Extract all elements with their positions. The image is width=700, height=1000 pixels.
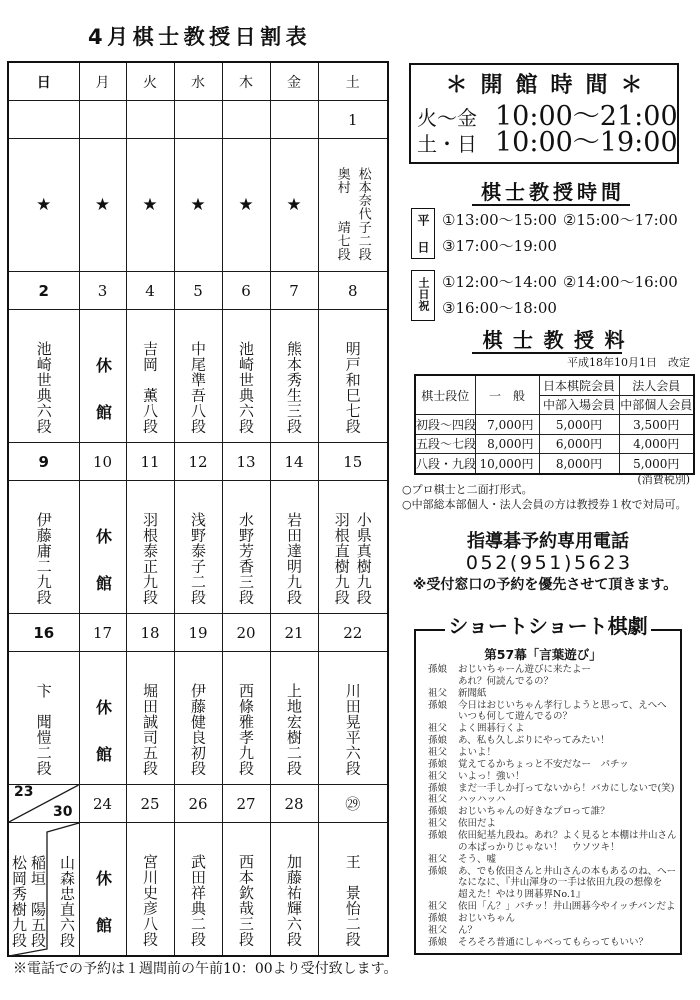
date-cell: 19 <box>174 614 222 652</box>
date-cell: 5 <box>174 272 222 310</box>
instructor-row <box>8 139 388 272</box>
opening-time: 10:00～19:00 <box>495 127 678 158</box>
fee-header-member-sub: 中部入場会員 <box>539 395 619 415</box>
closed-cell <box>79 823 126 964</box>
instructor-row <box>8 652 388 785</box>
instructor-row <box>8 823 388 957</box>
dialogue-line <box>428 877 677 889</box>
fee-corporate: 5,000円 <box>619 454 694 474</box>
dialogue-line <box>428 664 677 676</box>
instructor-cell <box>8 310 79 443</box>
fee-note: ○中部総本部個人・法人会員の方は教授券１枚で対局可。 <box>402 498 687 511</box>
date-cell: 13 <box>222 443 270 481</box>
split-date-cell <box>8 785 79 823</box>
speaker: 祖父 <box>428 687 448 699</box>
speaker: 祖父 <box>428 723 448 735</box>
closed-label: 休館 <box>93 528 113 622</box>
page-title: 4月棋士教授日割表 <box>88 25 312 49</box>
speaker: 祖父 <box>428 853 448 865</box>
instructor-name: 王 景怡二段 <box>343 854 362 947</box>
line-text: の本ばっかりじゃない！ ウソツキ！ <box>458 841 620 853</box>
instructor-cell <box>174 310 222 443</box>
instructor-names <box>9 855 47 948</box>
closed-label: 休館 <box>93 357 113 451</box>
dialogue-line <box>428 842 677 854</box>
instructor-cell <box>126 823 174 957</box>
dialogue-line <box>428 688 677 700</box>
instructor-name: 羽根泰正九段 <box>141 512 159 605</box>
date-cell: 2 <box>8 272 79 310</box>
speaker: 孫娘 <box>428 936 448 948</box>
line-text: おじいちゃーん遊びに来たよー <box>458 664 592 675</box>
date-cell: 16 <box>8 614 79 652</box>
date-cell: 14 <box>270 443 318 481</box>
date-cell: 3 <box>79 272 126 310</box>
line-text: 超えた！やはり囲碁界No.1』 <box>458 889 586 901</box>
dialogue-line <box>428 889 677 901</box>
speaker: 孫娘 <box>428 664 448 675</box>
dialogue-line <box>428 806 677 818</box>
star-mark-icon: ★ <box>238 194 254 215</box>
instructor-cell <box>126 310 174 443</box>
line-text: 新聞紙 <box>458 687 487 699</box>
date-cell <box>8 101 79 139</box>
weekday-friday: 金 <box>270 62 318 101</box>
date-cell: 4 <box>126 272 174 310</box>
weekday-wednesday: 水 <box>174 62 222 101</box>
fee-title: 棋士教授料 <box>472 328 622 354</box>
line-text: 依田「ん？」パチッ！井山囲碁今やイッチバンだよ <box>458 901 676 913</box>
reservation-note: ※受付窓口の予約を優先させて頂きます。 <box>412 577 678 593</box>
weekday-header-row <box>8 62 388 101</box>
date-cell: 21 <box>270 614 318 652</box>
instructor-name: 卞 聞愷二段 <box>34 683 53 776</box>
dialogue-line <box>428 700 677 712</box>
date-cell: 15 <box>318 443 388 481</box>
date-cell: 1 <box>318 101 388 139</box>
instructor-name: 浅野泰子二段 <box>189 512 207 605</box>
date-cell: 22 <box>318 614 388 652</box>
holiday-date-cell: ㉙ <box>318 785 388 823</box>
dialogue-line <box>428 866 677 878</box>
dialogue-line <box>428 901 677 913</box>
instructor-name: 武田祥典二段 <box>189 854 207 947</box>
instructor-cell <box>318 823 388 957</box>
dialogue-line <box>428 854 677 866</box>
instructor-name: 松岡秀樹九段 <box>10 855 28 948</box>
fee-notes <box>402 482 687 512</box>
opening-days: 土・日 <box>417 132 477 156</box>
fee-rank: 初段～四段 <box>415 415 475 435</box>
instructor-name: 水野芳香三段 <box>237 512 255 605</box>
date-row <box>8 614 388 652</box>
cell-content <box>271 652 318 783</box>
fee-corporate: 3,500円 <box>619 415 694 435</box>
split-date <box>9 785 79 822</box>
fee-row <box>415 434 694 454</box>
weekday-slots <box>442 207 678 259</box>
cell-content <box>80 823 126 964</box>
dialogue-line <box>428 830 677 842</box>
teaching-hours-title: 棋士教授時間 <box>472 180 630 206</box>
weekday-label-box <box>411 208 435 268</box>
dialogue-line <box>428 676 677 688</box>
instructor-cell <box>174 481 222 614</box>
star-mark-icon: ★ <box>142 194 158 215</box>
line-text: よく囲碁行くよ <box>458 723 525 735</box>
instructor-cell <box>222 139 270 272</box>
dialogue-line <box>428 723 677 735</box>
instructor-cell <box>318 310 388 443</box>
instructor-cell <box>270 481 318 614</box>
instructor-cell <box>270 823 318 957</box>
weekend-label-box <box>411 270 435 321</box>
fee-revision-date: 平成18年10月1日 改定 <box>567 356 690 369</box>
instructor-cell <box>270 310 318 443</box>
date-row <box>8 443 388 481</box>
speaker: 孫娘 <box>428 913 448 925</box>
dialogue-line <box>428 794 677 806</box>
instructor-name: 西條雅孝九段 <box>237 683 255 776</box>
short-play-title <box>414 614 682 638</box>
fee-corporate: 4,000円 <box>619 434 694 454</box>
dialogue-line <box>428 925 677 937</box>
weekday-saturday: 土 <box>318 62 388 101</box>
instructor-name: 山森忠直六段 <box>58 855 76 948</box>
cell-content <box>175 481 222 612</box>
instructor-names <box>332 167 374 261</box>
instructor-name: 吉岡 薫八段 <box>141 341 159 434</box>
opening-days: 火～金 <box>417 106 477 130</box>
instructor-cell <box>222 652 270 785</box>
date-row <box>8 101 388 139</box>
cell-content <box>127 652 174 783</box>
tax-note: (消費税別) <box>637 473 690 486</box>
time-slot: ②15:00～17:00 <box>562 211 678 229</box>
cell-content <box>127 310 174 441</box>
weekday-sunday: 日 <box>8 62 79 101</box>
weekday-thursday: 木 <box>222 62 270 101</box>
instructor-row <box>8 481 388 614</box>
instructor-names <box>331 512 375 605</box>
date-cell <box>270 101 318 139</box>
date-cell: 10 <box>79 443 126 481</box>
date-cell: 6 <box>222 272 270 310</box>
instructor-name: 稲垣 陽五段 <box>29 855 47 948</box>
fee-general: 8,000円 <box>475 434 539 454</box>
line-text: まだ一手しか打ってないから！バカにしないで(笑) <box>458 782 675 794</box>
instructor-name: 加藤祐輝六段 <box>285 854 303 947</box>
speaker: 祖父 <box>428 770 448 782</box>
dialogue-line <box>428 735 677 747</box>
dialogue-line <box>428 913 677 925</box>
cell-content <box>80 652 126 793</box>
cell-content <box>127 481 174 612</box>
cell-content <box>127 823 174 954</box>
dialogue-line <box>428 747 677 759</box>
instructor-cell <box>174 652 222 785</box>
instructor-cell <box>126 481 174 614</box>
speaker: 祖父 <box>428 818 448 830</box>
instructor-cell <box>222 823 270 957</box>
date-cell: 12 <box>174 443 222 481</box>
cell-content <box>175 310 222 441</box>
cell-content <box>271 481 318 612</box>
fee-header-rank: 棋士段位 <box>415 375 475 415</box>
cell-content <box>271 310 318 441</box>
speaker: 孫娘 <box>428 699 448 711</box>
line-text: いつも何して遊んでるの？ <box>458 711 573 723</box>
closed-label: 休館 <box>93 870 113 964</box>
cell-content <box>319 310 388 441</box>
cell-content <box>175 652 222 783</box>
speaker: 祖父 <box>428 747 448 759</box>
closed-label: 休館 <box>93 699 113 793</box>
instructor-cell <box>222 310 270 443</box>
line-text: よいよ！ <box>458 747 497 759</box>
time-slot: ②14:00～16:00 <box>562 273 678 291</box>
instructor-cell <box>126 652 174 785</box>
opening-hours-box <box>409 63 679 164</box>
weekday-tuesday: 火 <box>126 62 174 101</box>
cell-content <box>223 823 270 954</box>
line-text: あれ？何読んでるの？ <box>458 675 554 687</box>
fee-rank: 五段～七段 <box>415 434 475 454</box>
instructor-name: 熊本秀生三段 <box>285 341 303 434</box>
weekend-label: 土日祝 <box>417 276 430 311</box>
fee-row <box>415 415 694 435</box>
short-play-episode: 第57幕「言葉遊び」 <box>484 647 602 662</box>
dialogue-line <box>428 937 677 949</box>
time-slot: ①13:00～15:00 <box>442 211 557 229</box>
opening-hours-title: ＊開館時間＊ <box>445 73 656 98</box>
line-text: いよっ！強い！ <box>458 770 525 782</box>
weekday-label: 平日 <box>416 214 430 268</box>
fee-table <box>414 374 695 475</box>
date-cell: 28 <box>270 785 318 823</box>
speaker: 孫娘 <box>428 735 448 747</box>
speaker: 孫娘 <box>428 830 448 842</box>
instructor-cell <box>8 139 79 272</box>
instructor-cell <box>174 823 222 957</box>
speaker: 孫娘 <box>428 758 448 770</box>
fee-rank: 八段・九段 <box>415 454 475 474</box>
speaker: 祖父 <box>428 924 448 936</box>
short-play-title-text: ショートショート棋劇 <box>445 614 650 638</box>
split-instructor-cell <box>8 823 79 957</box>
date-cell: 24 <box>79 785 126 823</box>
cell-content <box>223 310 270 441</box>
fee-header-corporate: 法人会員 <box>619 375 694 395</box>
star-mark-icon: ★ <box>286 194 302 215</box>
line-text: そろそろ普通にしゃべってもらってもいい？ <box>458 936 649 948</box>
instructor-name: 中尾準吾八段 <box>189 341 207 434</box>
fee-member: 8,000円 <box>539 454 619 474</box>
time-slot: ③17:00～19:00 <box>442 237 557 255</box>
date-cell: 11 <box>126 443 174 481</box>
dialogue-line <box>428 818 677 830</box>
instructor-name: 小県真樹九段 <box>354 512 373 605</box>
instructor-cell <box>174 139 222 272</box>
date-row <box>8 785 388 823</box>
date-cell <box>222 101 270 139</box>
line-text: 依田だよ <box>458 818 497 830</box>
instructor-name: 堀田誠司五段 <box>141 683 159 776</box>
date-cell: 18 <box>126 614 174 652</box>
time-slot: ①12:00～14:00 <box>442 273 557 291</box>
cell-content <box>223 481 270 612</box>
fee-header-member: 日本棋院会員 <box>539 375 619 395</box>
date-cell: 26 <box>174 785 222 823</box>
line-text: 今日はおじいちゃん孝行しようと思って、えへへ <box>458 699 667 711</box>
cell-content <box>319 652 388 783</box>
date-cell <box>174 101 222 139</box>
date-cell: 25 <box>126 785 174 823</box>
cell-content <box>319 139 388 270</box>
date-second: 30 <box>53 804 73 820</box>
instructor-name: 宮川史彦八段 <box>141 854 159 947</box>
date-cell <box>79 101 126 139</box>
reservation-title: 指導碁予約専用電話 <box>467 531 629 552</box>
speaker: 祖父 <box>428 901 448 913</box>
instructor-name: 岩田達明九段 <box>285 512 303 605</box>
date-cell: 17 <box>79 614 126 652</box>
instructor-cell <box>79 139 126 272</box>
instructor-name: 西本欽哉三段 <box>237 854 255 947</box>
fee-general: 7,000円 <box>475 415 539 435</box>
instructor-cell <box>318 481 388 614</box>
star-mark-icon: ★ <box>190 194 206 215</box>
reservation-phone: 052(951)5623 <box>465 552 633 574</box>
cell-content <box>80 481 126 622</box>
dialogue-line <box>428 771 677 783</box>
speaker: 孫娘 <box>428 865 448 877</box>
dialogue-line <box>428 783 677 795</box>
instructor-cell <box>270 139 318 272</box>
instructor-name: 松本奈代子二段 <box>355 167 371 261</box>
weekend-slots <box>442 269 678 321</box>
date-cell: 9 <box>8 443 79 481</box>
instructor-name: 伊藤健良初段 <box>189 683 207 776</box>
line-text: そう、嘘 <box>458 853 497 865</box>
cell-content <box>223 652 270 783</box>
instructor-row <box>8 310 388 443</box>
dialogue-line <box>428 759 677 771</box>
instructor-cell <box>8 652 79 785</box>
instructor-name: 池崎世典六段 <box>34 341 53 434</box>
date-first: 23 <box>14 784 34 800</box>
instructor-cell <box>318 139 388 272</box>
instructor-cell <box>222 481 270 614</box>
closed-cell <box>79 310 126 451</box>
line-text: なになに、『井山渾身の一手は依田九段の想像を <box>458 877 663 889</box>
instructor-cell <box>270 652 318 785</box>
time-slot: ③16:00～18:00 <box>442 299 557 317</box>
instructor-name: 川田晃平六段 <box>343 683 362 776</box>
cell-content <box>80 310 126 451</box>
date-row <box>8 272 388 310</box>
instructor-name: 伊藤庸二九段 <box>34 512 53 605</box>
instructor-cell <box>8 481 79 614</box>
fee-row <box>415 454 694 474</box>
fee-header-general: 一 般 <box>475 375 539 415</box>
dialogue-line <box>428 711 677 723</box>
cell-content <box>9 481 79 612</box>
cell-content <box>9 310 79 441</box>
closed-cell <box>79 652 126 793</box>
date-cell: 7 <box>270 272 318 310</box>
speaker: 孫娘 <box>428 782 448 794</box>
line-text: おじいちゃん <box>458 913 516 925</box>
split-names <box>9 823 79 954</box>
line-text: おじいちゃんの好きなプロって誰？ <box>458 806 610 818</box>
cell-content <box>319 823 388 954</box>
cell-content <box>9 652 79 783</box>
opening-time: 10:00～21:00 <box>495 101 678 132</box>
star-mark-icon: ★ <box>94 194 111 215</box>
closed-cell <box>79 481 126 622</box>
line-text: 依田紀基九段ね。あれ？よく見ると本棚は井山さん <box>458 830 677 842</box>
cell-content <box>271 823 318 954</box>
fee-member: 5,000円 <box>539 415 619 435</box>
fee-member: 6,000円 <box>539 434 619 454</box>
instructor-name: 上地宏樹二段 <box>285 683 303 776</box>
cell-content <box>319 481 388 612</box>
fee-general: 10,000円 <box>475 454 539 474</box>
date-cell <box>126 101 174 139</box>
date-cell: 27 <box>222 785 270 823</box>
cell-content <box>175 823 222 954</box>
instructor-cell <box>126 139 174 272</box>
instructor-name: 明戸和巳七段 <box>343 341 362 434</box>
speaker: 孫娘 <box>428 806 448 818</box>
line-text: あ、でも依田さんと井山さんの本もあるのね、へー <box>458 865 677 877</box>
fee-header-row <box>415 375 694 395</box>
date-cell: 20 <box>222 614 270 652</box>
fee-note: ○プロ棋士と二面打形式。 <box>402 483 533 496</box>
date-cell: 8 <box>318 272 388 310</box>
line-text: ハッハッハ <box>458 794 506 806</box>
schedule-calendar <box>7 61 389 964</box>
dialogue <box>428 664 677 949</box>
fee-header-corporate-sub: 中部個人会員 <box>619 395 694 415</box>
line-text: ん？ <box>458 924 478 936</box>
line-text: 覚えてるかちょっと不安だなー パチッ <box>458 758 629 770</box>
instructor-cell <box>318 652 388 785</box>
reservation-footnote: ※電話での予約は１週間前の午前10：00より受付致します。 <box>13 961 398 977</box>
weekday-monday: 月 <box>79 62 126 101</box>
instructor-name: 奥村 靖七段 <box>334 167 350 261</box>
line-text: あ、私も久しぶりにやってみたい！ <box>458 735 610 747</box>
instructor-name: 池崎世典六段 <box>237 341 255 434</box>
opening-hours-row <box>417 128 678 159</box>
star-mark-icon: ★ <box>36 194 52 215</box>
instructor-name: 羽根直樹九段 <box>332 512 351 605</box>
speaker: 祖父 <box>428 794 448 806</box>
